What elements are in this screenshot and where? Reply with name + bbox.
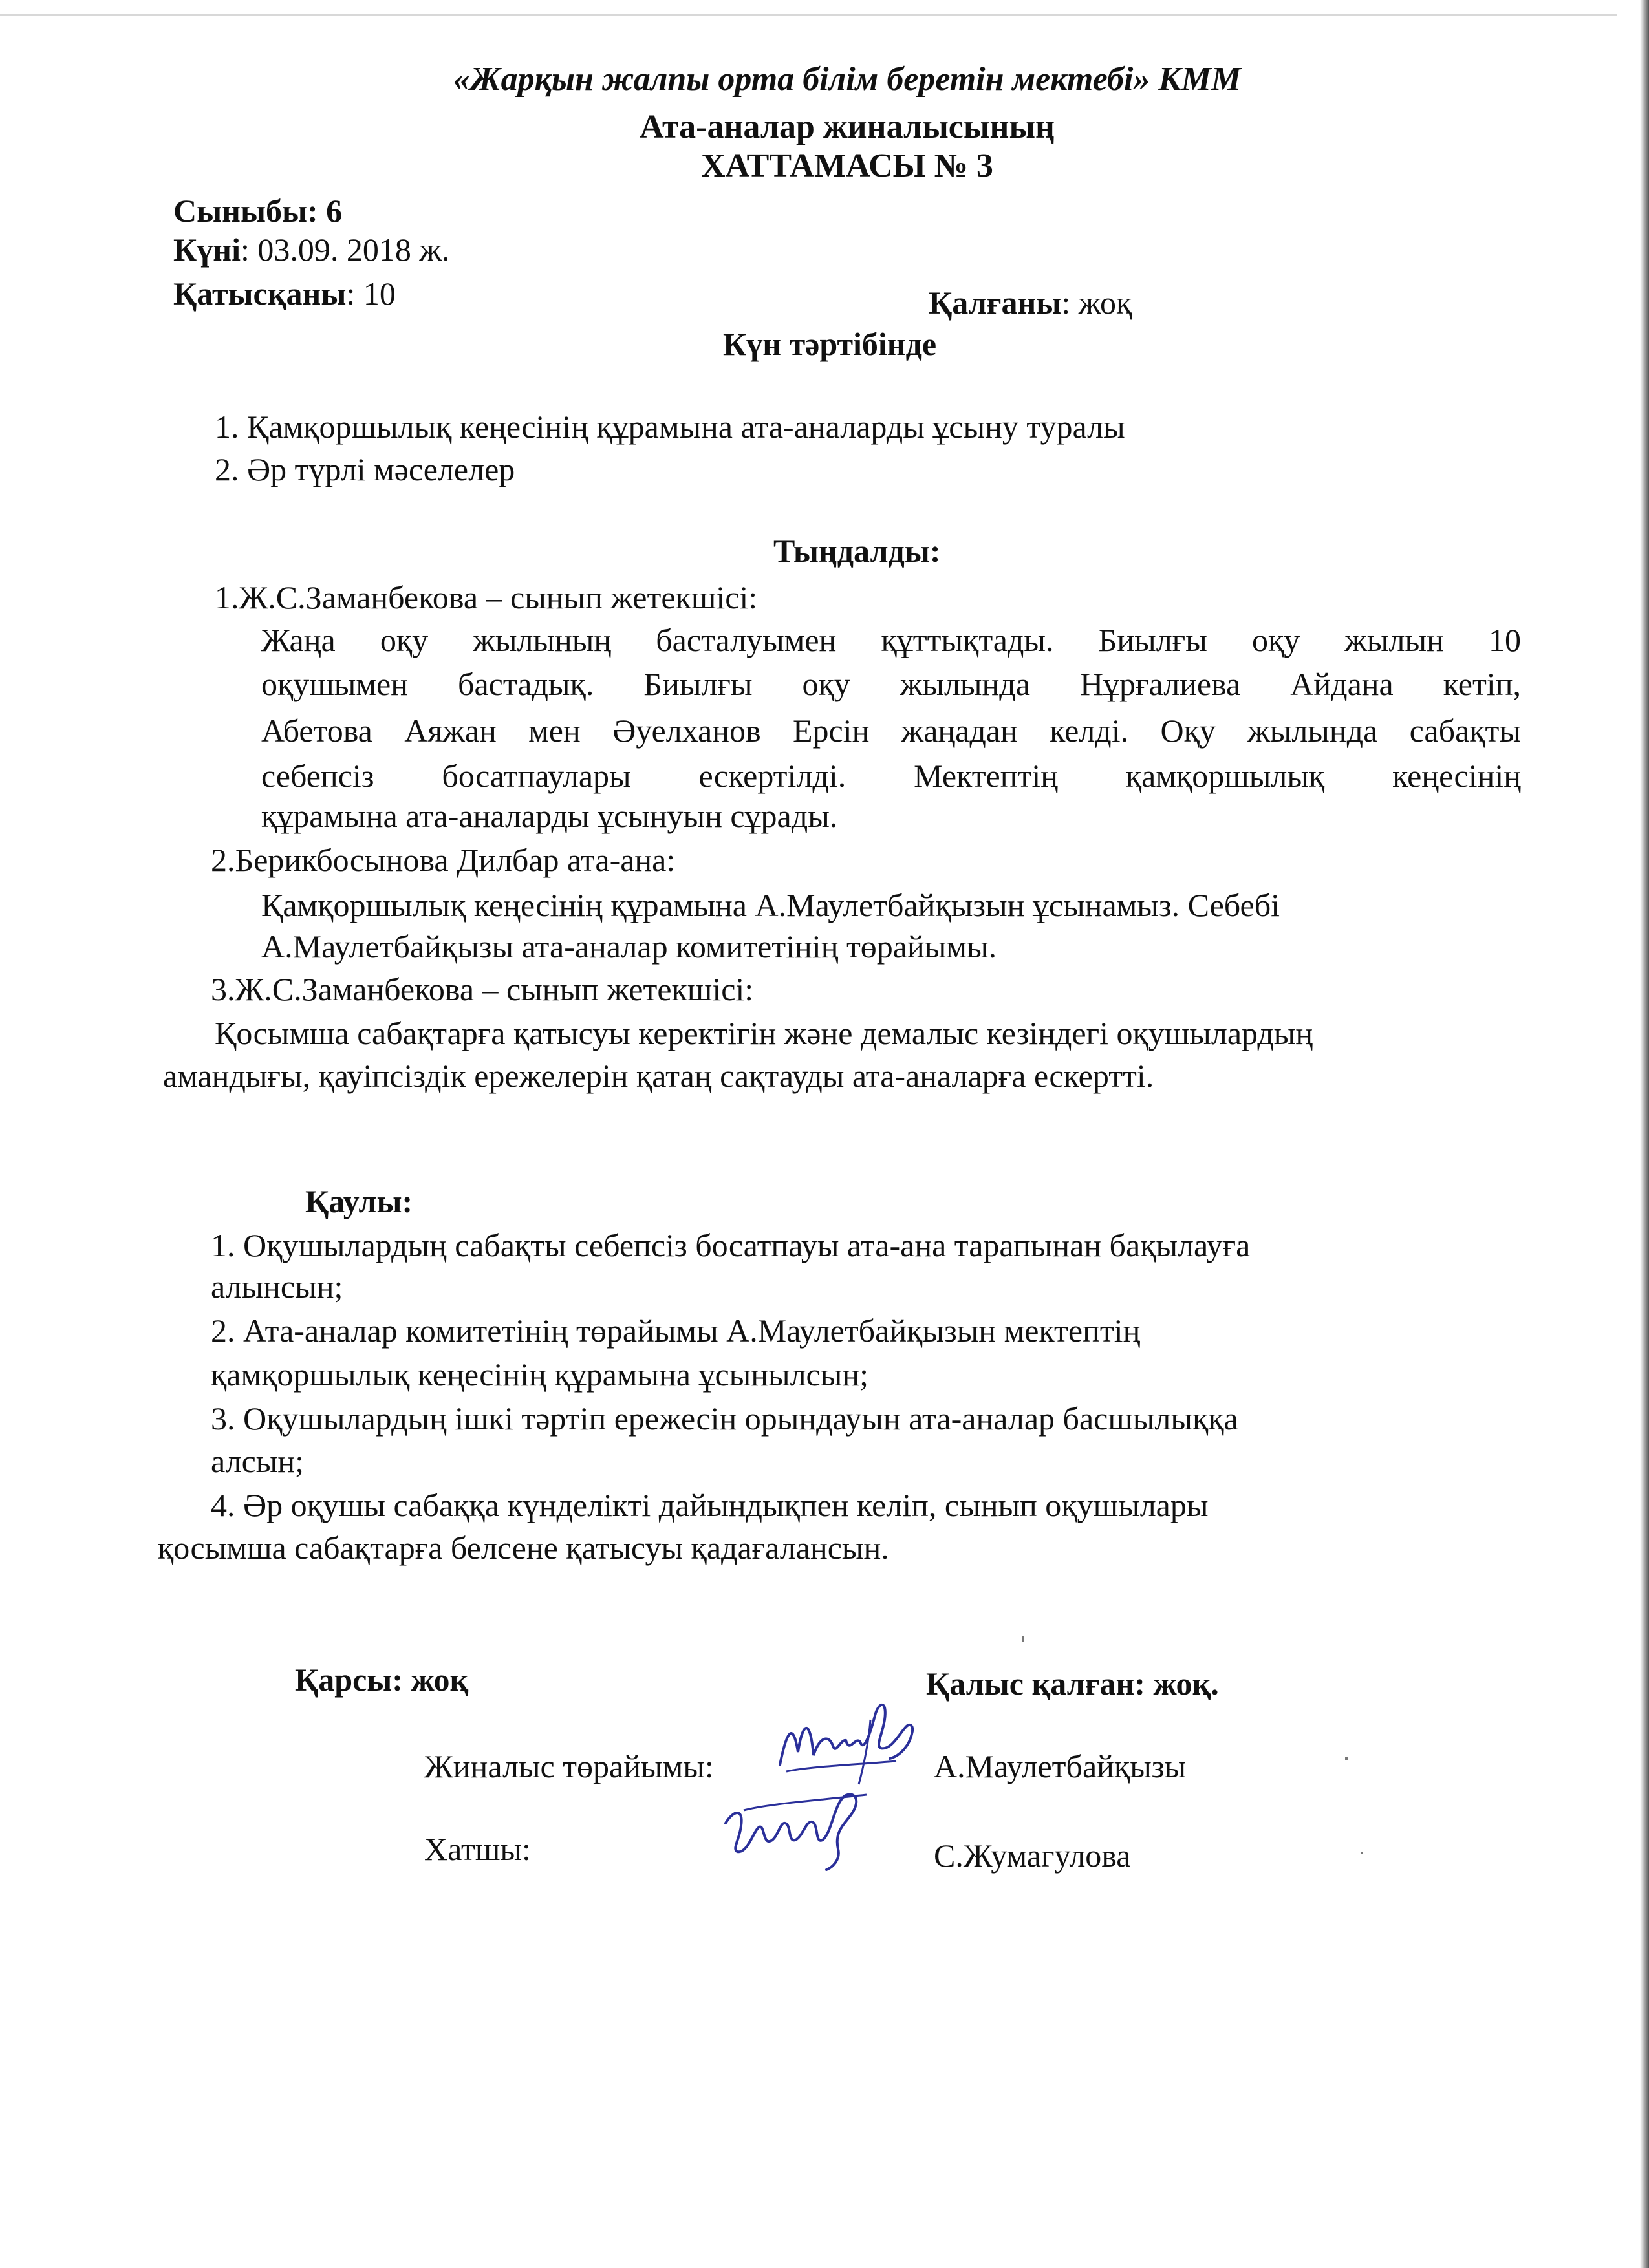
decision-line: 3. Оқушылардың ішкі тәртіп ережесін орындауын ата-аналар басшылыққа <box>211 1400 1238 1437</box>
speech-3-line: Қосымша сабақтарға қатысуы керектігін және демалыс кезіндегі оқушылардың <box>215 1015 1313 1051</box>
decision-heading: Қаулы: <box>305 1183 413 1219</box>
meeting-title: Ата-аналар жиналысының <box>639 109 1055 145</box>
speech-1-line: Абетова Аяжан мен Әуелханов Ерсін жаңадан келді. Оқу жылында сабақты <box>261 712 1521 749</box>
vote-abstained: Қалыс қалған: жоқ. <box>926 1665 1219 1702</box>
absent-value: : жоқ <box>1061 284 1132 321</box>
decision-line: 4. Әр оқушы сабаққа күнделікті дайындықпен келіп, сынып оқушылары <box>211 1487 1209 1523</box>
decision-line: қосымша сабақтарға белсене қатысуы қадағалансын. <box>158 1530 889 1566</box>
speech-1-line: себепсіз босатпаулары ескертілді. Мектептің қамқоршылық кеңесінің <box>261 758 1521 794</box>
agenda-item: 2. Әр түрлі мәселелер <box>215 451 515 487</box>
agenda-heading: Күн тәртібінде <box>723 326 937 362</box>
present-label: Қатысқаны <box>173 275 347 312</box>
agenda-item: 1. Қамқоршылық кеңесінің құрамына ата-аналарды ұсыну туралы <box>215 409 1125 445</box>
chair-label: Жиналыс төрайымы: <box>424 1748 714 1784</box>
protocol-title: ХАТТАМАСЫ № 3 <box>701 147 993 184</box>
vote-against: Қарсы: жоқ <box>295 1662 469 1698</box>
date-label: Күні <box>173 231 241 268</box>
scan-border-top <box>0 14 1617 16</box>
speech-3-line: амандығы, қауіпсіздік ережелерін қатаң сақтауды ата-аналарға ескертті. <box>163 1058 1154 1094</box>
heard-heading: Тыңдалды: <box>773 533 941 569</box>
date-value: : 03.09. 2018 ж. <box>240 231 450 268</box>
secretary-label: Хатшы: <box>424 1831 531 1867</box>
speaker-3: 3.Ж.С.Заманбекова – сынып жетекшісі: <box>211 971 754 1007</box>
speech-1-line: Жаңа оқу жылының басталуымен құттықтады. Биылғы оқу жылын 10 <box>261 622 1521 658</box>
speech-1-line: құрамына ата-аналарды ұсынуын сұрады. <box>261 798 838 834</box>
speech-2-line: А.Маулетбайқызы ата-аналар комитетінің төрайымы. <box>261 928 997 965</box>
decision-line: қамқоршылық кеңесінің құрамына ұсынылсын; <box>211 1356 868 1393</box>
scan-speck <box>1345 1757 1348 1760</box>
speech-1-line: оқушымен бастадық. Биылғы оқу жылында Нұрғалиева Айдана кетіп, <box>261 666 1521 702</box>
decision-line: 1. Оқушылардың сабақты себепсіз босатпауы ата-ана тарапынан бақылауға <box>211 1227 1251 1263</box>
chair-name: А.Маулетбайқызы <box>934 1748 1187 1784</box>
chair-signature <box>773 1694 922 1791</box>
scan-border-right <box>1640 0 1649 2268</box>
decision-line: 2. Ата-аналар комитетінің төрайымы А.Маулетбайқызын мектептің <box>211 1312 1141 1349</box>
class-label: Сыныбы: 6 <box>173 193 343 229</box>
speaker-2: 2.Берикбосынова Дилбар ата-ана: <box>211 842 676 878</box>
decision-line: алсын; <box>211 1443 305 1479</box>
secretary-signature <box>718 1784 873 1875</box>
speaker-1: 1.Ж.С.Заманбекова – сынып жетекшісі: <box>215 579 758 615</box>
present-line <box>173 274 396 313</box>
present-value: : 10 <box>346 275 396 312</box>
secretary-name: С.Жумагулова <box>934 1837 1131 1874</box>
absent-label: Қалғаны <box>929 284 1062 321</box>
decision-line: алынсын; <box>211 1268 343 1305</box>
absent-line <box>929 283 1132 322</box>
scan-speck <box>1022 1636 1024 1642</box>
speech-2-line: Қамқоршылық кеңесінің құрамына А.Маулетбайқызын ұсынамыз. Себебі <box>261 887 1280 923</box>
scan-speck <box>1361 1852 1363 1854</box>
date-line <box>173 230 449 269</box>
school-name: «Жарқын жалпы орта білім беретін мектебі» КММ <box>453 61 1242 98</box>
